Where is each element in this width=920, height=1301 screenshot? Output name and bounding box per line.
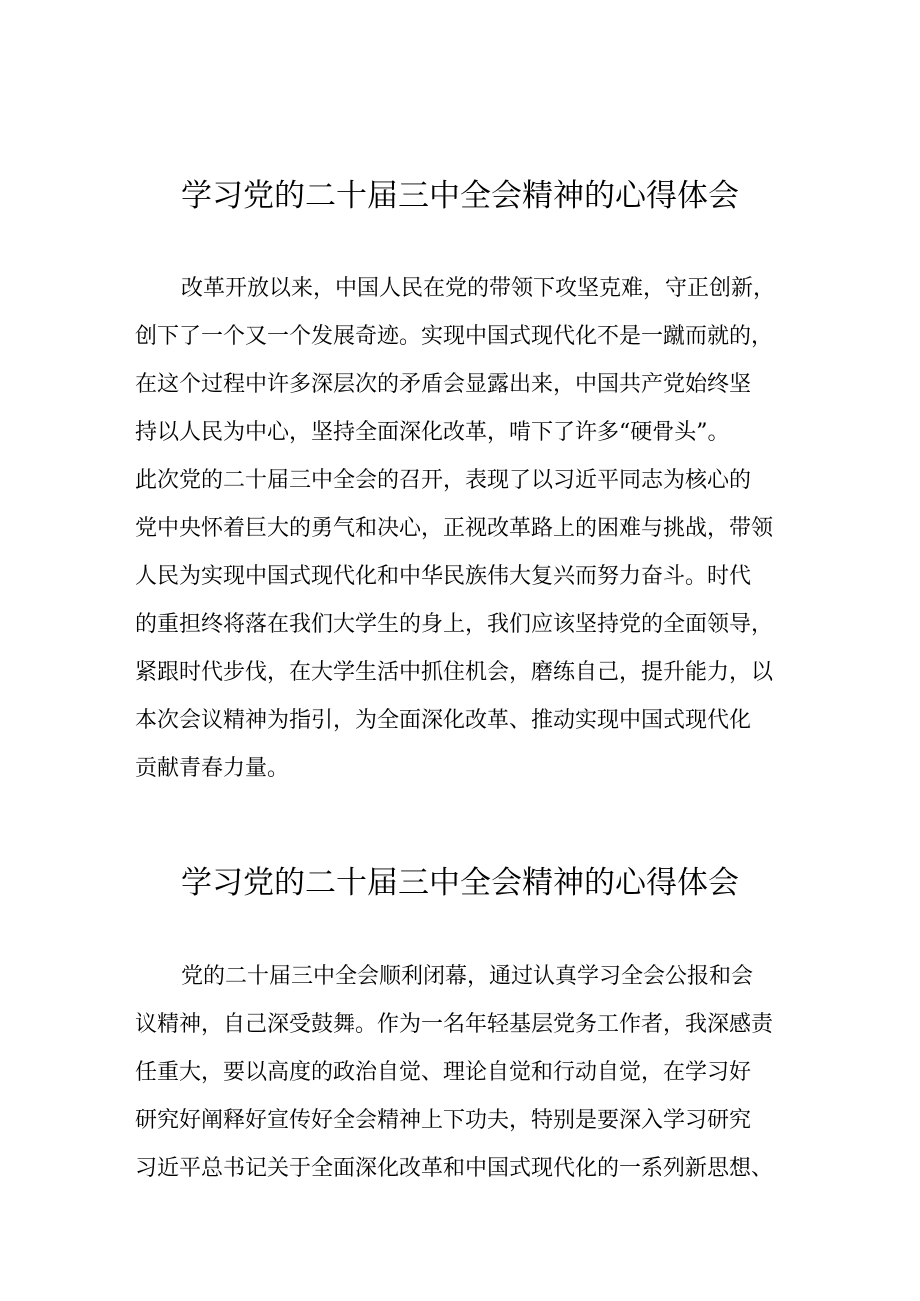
article-2-line: 研究好阐释好宣传好全会精神上下功夫，特别是要深入学习研究: [135, 1108, 752, 1133]
article-1-line: 党中央怀着巨大的勇气和决心，正视改革路上的困难与挑战，带领: [135, 516, 774, 541]
article-2-title: 学习党的二十届三中全会精神的心得体会: [181, 865, 739, 901]
article-1-line: 贡献青春力量。: [135, 756, 290, 781]
article-1-title: 学习党的二十届三中全会精神的心得体会: [181, 178, 739, 214]
article-1-line: 紧跟时代步伐，在大学生活中抓住机会，磨练自己，提升能力，以: [135, 660, 774, 685]
article-2-line: 习近平总书记关于全面深化改革和中国式现代化的一系列新思想、: [135, 1156, 774, 1181]
article-2-line: 党的二十届三中全会顺利闭幕，通过认真学习全会公报和会: [181, 964, 754, 989]
article-1-line: 的重担终将落在我们大学生的身上，我们应该坚持党的全面领导，: [135, 612, 774, 637]
article-1-line: 人民为实现中国式现代化和中华民族伟大复兴而努力奋斗。时代: [135, 564, 752, 589]
article-2-line: 议精神，自己深受鼓舞。作为一名年轻基层党务工作者，我深感责: [135, 1012, 774, 1037]
article-1-line: 本次会议精神为指引，为全面深化改革、推动实现中国式现代化: [135, 708, 752, 733]
article-1-line: 持以人民为中心，坚持全面深化改革，啃下了许多“硬骨头”。: [135, 420, 730, 445]
article-1-line: 此次党的二十届三中全会的召开，表现了以习近平同志为核心的: [135, 468, 752, 493]
article-1-body: [135, 265, 795, 793]
article-2-line: 任重大，要以高度的政治自觉、理论自觉和行动自觉，在学习好: [135, 1060, 752, 1085]
article-1-line: 改革开放以来，中国人民在党的带领下攻坚克难，守正创新，: [181, 276, 776, 301]
article-1-line: 创下了一个又一个发展奇迹。实现中国式现代化不是一蹴而就的，: [135, 324, 774, 349]
article-1-line: 在这个过程中许多深层次的矛盾会显露出来，中国共产党始终坚: [135, 372, 752, 397]
article-2-body: [135, 953, 795, 1193]
